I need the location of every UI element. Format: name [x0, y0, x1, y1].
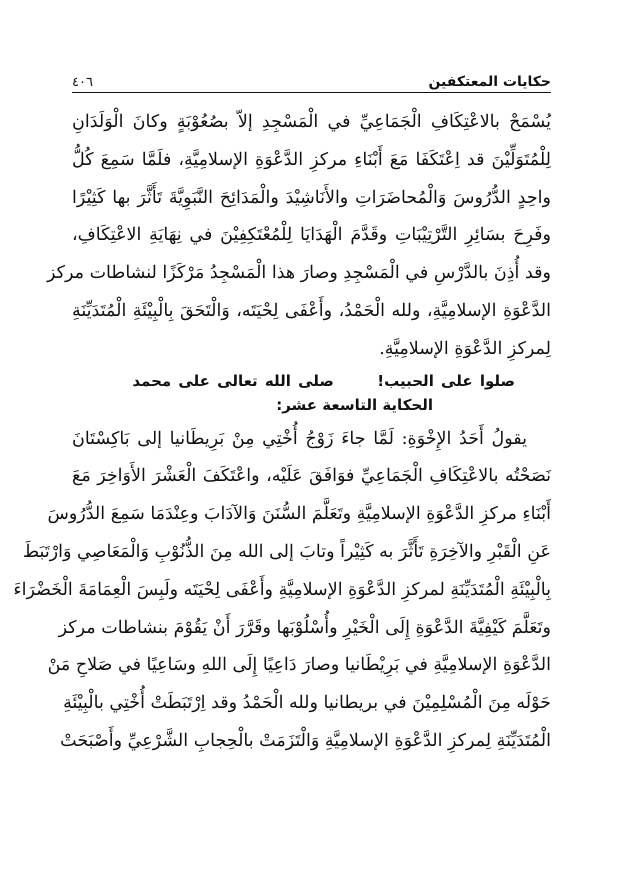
text-line: الدَّعْوَةِ الإسلامِيَّةِ، ولله الْحَمْدُ، وأَعْفَى لِحْيَتَه، وَالْتَحَقَ بِالْبِيْئَةِ الْمُتَدَيِّنَةِ	[72, 300, 551, 321]
text-line: أَبْنَاءِ مركزِ الدَّعْوَةِ الإسلامِيَّةِ وتَعَلَّمَ السُّنَنَ وَالآدَابَ وعِنْدَمَا سَمِعَ الدُّرُوسَ	[47, 504, 551, 525]
paragraph-2	[13, 421, 551, 761]
page-number: ٤٠٦	[72, 75, 93, 90]
text-line: حَوْلَه مِنَ الْمُسْلِمِيْنَ في بريطانيا ولله الْحَمْدُ وقد اِرْتَبَطَتْ أُخْتِي بالْبِيْئَةِ	[63, 693, 551, 714]
text-line: عَنِ الْقَبْرِ والآخِرَةِ تَأَثَّرَ به كَثِيْراً وتابَ إلى الله مِنَ الذُّنُوْبِ وَالْمَعَاصِي وَارْتَبَطَ	[22, 541, 551, 562]
text-line: يُسْمَحْ بالاعْتِكَافِ الْجَمَاعِيِّ في الْمَسْجِدِ إلاّ بصُعُوْبَةٍ وكانَ الْوَلَدَانِ	[72, 112, 551, 132]
text-line: وقد أُذِنَ بالدَّرْسِ في الْمَسْجِدِ وصارَ هذا الْمَسْجِدُ مَرْكَزًا لنشاطات مركز	[47, 263, 551, 284]
page-header	[72, 66, 551, 90]
story-heading: الحكاية التاسعة عشر:	[276, 395, 433, 414]
text-line: لِلْمُتَوَلِّيْنَ قد اِعْتَكَفَا مَعَ أَبْنَاءِ مركزِ الدَّعْوَةِ الإسلامِيَّةِ، فلَمَّا سَمِعَ كُلُّ	[72, 149, 551, 170]
salawat-part-2: صلى الله تعالى على محمد	[132, 371, 334, 390]
salawat-heading	[72, 369, 551, 393]
salawat-part-1: صلوا على الحبيب!	[377, 371, 515, 390]
text-line: بِالْبِيْئَةِ الْمُتَدَيِّنَةِ لمركزِ الدَّعْوَةِ الإسلامِيَّةِ وأَعْفَى لِحْيَتَه ولَبِسَ الْعِمَامَةَ الْخَضْرَاءَ	[13, 579, 551, 600]
page-body	[13, 104, 551, 761]
running-title: حكايات المعتكفين	[428, 74, 551, 90]
text-line: نَصَحْتُه بالاعْتِكَافِ الْجَمَاعِيِّ فوَافَقَ عَلَيْه، واعْتَكَفَ الْعَشْرَ الأَوَاخِرَ مَعَ	[72, 466, 551, 487]
text-line: وفَرِحَ بسَائِرِ التَّرْتِيْبَاتِ وقَدَّمَ الْهَدَايَا لِلْمُعْتَكِفِيْنَ في نِهَايَةِ الاعْتِكَافِ،	[72, 225, 551, 246]
text-line: الدَّعْوَةِ الإسلامِيَّةِ في بَرِيْطَانيا وصارَ دَاعِيًا إِلَى اللهِ وسَاعِيًا في صَلاحِ مَنْ	[47, 655, 551, 676]
header-divider	[72, 92, 551, 93]
text-line: واحِدٍ الدُّرُوسَ وَالْمُحاضَرَاتِ والأَنَاشِيْدَ والْمَدَائِحَ النَّبَوِيَّةَ تَأَثَّرَ بها كَثِيْرًا	[72, 187, 551, 208]
paragraph-1	[47, 104, 551, 369]
text-line: يقولُ أَحَدُ الإِخْوَةِ: لَمَّا جاءَ زَوْجُ أُخْتِي مِنْ بَرِيطَانيا إلى بَاكِسْتَانَ	[72, 428, 527, 449]
text-line: وتَعَلَّمَ كَيْفِيَّةَ الدَّعْوَةِ إِلَى الْخَيْرِ وأُسْلُوْبَها وقَرَّرَ أَنْ يَقُوْمَ بنشاطات مركز	[58, 617, 551, 638]
text-line: لِمركزِ الدَّعْوَةِ الإسلامِيَّةِ.	[379, 338, 551, 359]
text-line: الْمُتَدَيِّنَةِ لِمركزِ الدَّعْوَةِ الإسلامِيَّةِ وَالْتَزَمَتْ بالْحِجابِ الشَّرْعِيِّ وأَصْبَحَتْ	[60, 730, 551, 751]
